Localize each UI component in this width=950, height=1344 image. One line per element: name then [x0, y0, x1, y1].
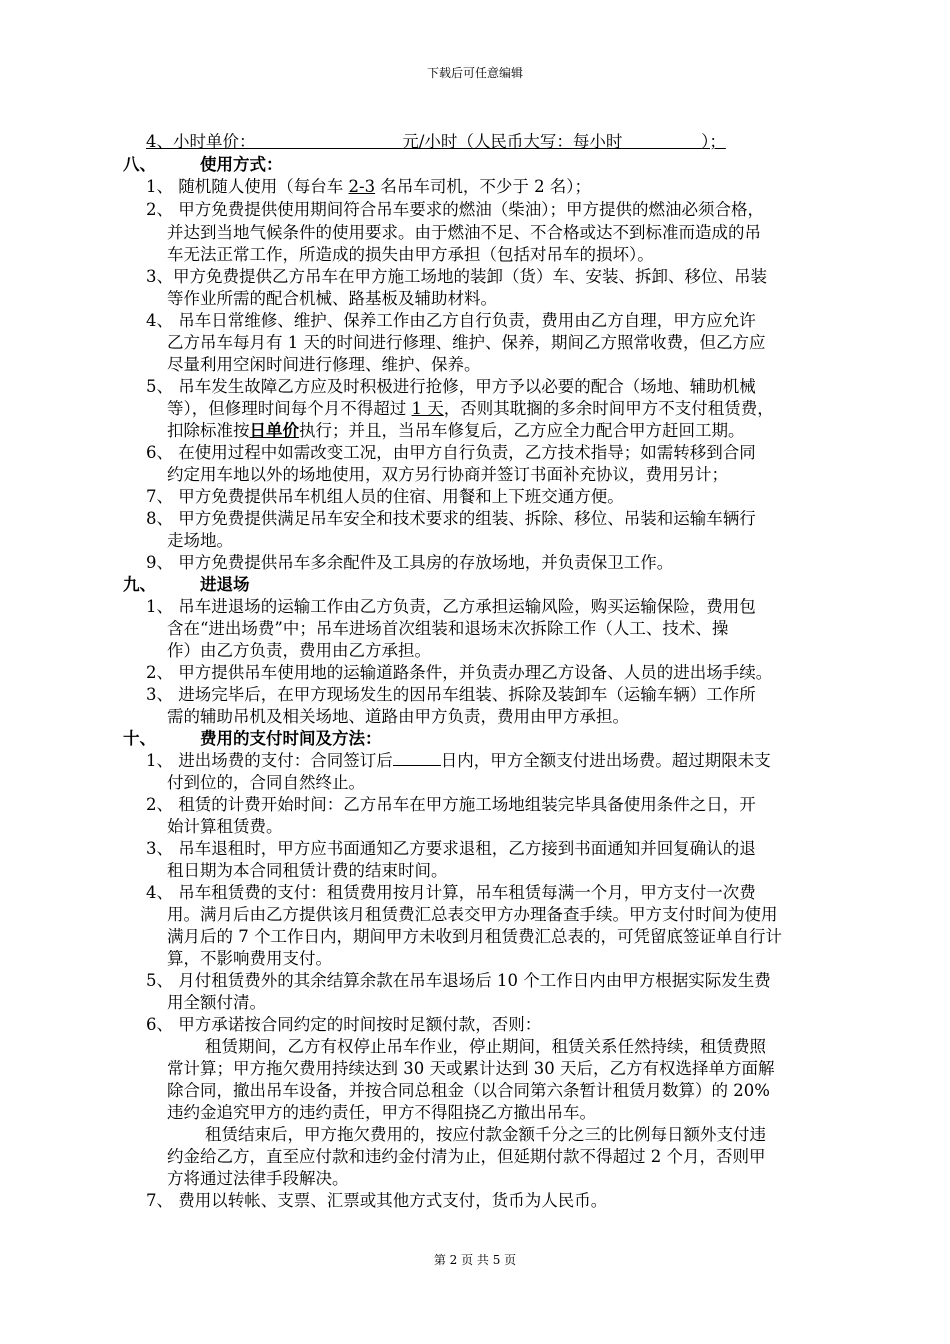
section-10-title: 费用的支付时间及方法：: [200, 729, 382, 748]
s8-item-4-line-2: 乙方吊车每月有 1 天的时间进行修理、维护、保养，期间乙方照常收费，但乙方应: [167, 333, 766, 352]
section-8-title: 使用方式：: [200, 155, 283, 174]
s9-item-1-line-1: 1、 吊车进退场的运输工作由乙方负责，乙方承担运输风险，购买运输保险，费用包: [146, 597, 756, 616]
section-8-number: 八、: [123, 155, 156, 174]
s10-item-4-line-2: 用。满月后由乙方提供该月租赁费汇总表交甲方办理备查手续。甲方支付时间为使用: [167, 905, 778, 924]
section-9-title: 进退场: [200, 575, 250, 594]
section-9-number: 九、: [123, 575, 156, 594]
s8-item-8-line-2: 走场地。: [167, 531, 233, 550]
s8-item-2-line-1: 2、 甲方免费提供使用期间符合吊车要求的燃油（柴油）；甲方提供的燃油必须合格，: [146, 200, 764, 219]
hourly-price-suffix: ）；: [701, 132, 726, 151]
hourly-price-unit: 元/小时（人民币大写：每小时: [402, 132, 623, 151]
s10-item-5-line-1: 5、 月付租赁费外的其余结算余款在吊车退场后 10 个工作日内由甲方根据实际发生费: [146, 971, 771, 990]
hourly-price-blank: [256, 132, 403, 151]
s10-para-1-line-4: 违约金追究甲方的违约责任，甲方不得阻挠乙方撤出吊车。: [167, 1103, 596, 1122]
s10-item-2-line-1: 2、 租赁的计费开始时间：乙方吊车在甲方施工场地组装完毕具备使用条件之日，开: [146, 795, 756, 814]
s8-item-6-line-1: 6、 在使用过程中如需改变工况，由甲方自行负责，乙方技术指导；如需转移到合同: [146, 443, 756, 462]
s8-item-2-line-2: 并达到当地气候条件的使用要求。由于燃油不足、不合格或达不到标准而造成的吊: [167, 223, 761, 242]
s10-item-2-line-2: 始计算租赁费。: [167, 817, 283, 836]
s10-para-1-line-3: 除合同，撤出吊车设备，并按合同总租金（以合同第六条暂计租赁月数算）的 20%: [167, 1081, 770, 1100]
s8-item-3-line-2: 等作业所需的配合机械、路基板及辅助材料。: [167, 289, 497, 308]
s9-item-3-line-2: 需的辅助吊机及相关场地、道路由甲方负责，费用由甲方承担。: [167, 707, 629, 726]
s8-item-4-line-1: 4、 吊车日常维修、维护、保养工作由乙方自行负责，费用由乙方自理，甲方应允许: [146, 311, 756, 330]
s9-item-1-line-2: 含在“进出场费”中；吊车进场首次组装和退场末次拆除工作（人工、技术、操: [167, 619, 729, 638]
s10-para-2-line-1: 租赁结束后，甲方拖欠费用的，按应付款金额千分之三的比例每日额外支付违: [205, 1125, 766, 1144]
s10-para-2-line-2: 约金给乙方，直至应付款和违约金付清为止，但延期付款不得超过 2 个月，否则甲: [167, 1147, 766, 1166]
s8-item-6-line-2: 约定用车地以外的场地使用，双方另行协商并签订书面补充协议，费用另计；: [167, 465, 728, 484]
s10-item-1-line-1: 1、 进出场费的支付：合同签订后 日内，甲方全额支付进出场费。超过期限未支: [146, 751, 771, 770]
s8-item-1: 1、 随机随人使用（每台车 2-3 名吊车司机，不少于 2 名）；: [146, 177, 592, 196]
s10-para-1-line-2: 常计算；甲方拖欠费用持续达到 30 天或累计达到 30 天后，乙方有权选择单方面解: [167, 1059, 775, 1078]
s10-item-3-line-1: 3、 吊车退租时，甲方应书面通知乙方要求退租，乙方接到书面通知并回复确认的退: [146, 839, 756, 858]
hourly-price-label: 4、小时单价：: [146, 132, 256, 151]
s10-item-4-line-1: 4、 吊车租赁费的支付：租赁费用按月计算，吊车租赁每满一个月，甲方支付一次费: [146, 883, 756, 902]
s8-item-3-line-1: 3、甲方免费提供乙方吊车在甲方施工场地的装卸（货）车、安装、拆卸、移位、吊装: [146, 267, 767, 286]
s9-item-1-line-3: 作）由乙方负责，费用由乙方承担。: [167, 641, 431, 660]
s10-item-3-line-2: 租日期为本合同租赁计费的结束时间。: [167, 861, 448, 880]
days-blank: [393, 750, 441, 766]
s8-item-2-line-3: 车无法正常工作，所造成的损失由甲方承担（包括对吊车的损坏）。: [167, 245, 654, 264]
hourly-price-uppercase-blank: [622, 132, 701, 151]
s8-item-8-line-1: 8、 甲方免费提供满足吊车安全和技术要求的组装、拆除、移位、吊装和运输车辆行: [146, 509, 756, 528]
s8-item-5-line-3: 扣除标准按日单价执行；并且，当吊车修复后，乙方应全力配合甲方赶回工期。: [167, 421, 745, 440]
s10-para-2-line-3: 方将通过法律手段解决。: [167, 1169, 349, 1188]
section-10-number: 十、: [123, 729, 156, 748]
s8-item-7: 7、 甲方免费提供吊车机组人员的住宿、用餐和上下班交通方便。: [146, 487, 624, 506]
page-footer: 第 2 页 共 5 页: [433, 1253, 517, 1267]
hourly-price-line: [146, 131, 726, 153]
s10-item-1-line-2: 付到位的，合同自然终止。: [167, 773, 365, 792]
s8-item-9: 9、 甲方免费提供吊车多余配件及工具房的存放场地，并负责保卫工作。: [146, 553, 674, 572]
s10-item-4-line-3: 满月后的 7 个工作日内，期间甲方未收到月租赁费汇总表的，可凭留底签证单自行计: [167, 927, 782, 946]
s10-item-5-line-2: 用全额付清。: [167, 993, 266, 1012]
s10-item-4-line-4: 算，不影响费用支付。: [167, 949, 332, 968]
s9-item-2: 2、 甲方提供吊车使用地的运输道路条件，并负责办理乙方设备、人员的进出场手续。: [146, 663, 773, 682]
section-8-heading: [123, 154, 283, 176]
section-9-heading: [123, 574, 250, 596]
s10-para-1-line-1: 租赁期间，乙方有权停止吊车作业，停止期间，租赁关系任然持续，租赁费照: [205, 1037, 766, 1056]
page-header: 下载后可任意编辑: [426, 66, 523, 80]
s8-item-4-line-3: 尽量利用空闲时间进行修理、维护、保养。: [167, 355, 481, 374]
s8-item-5-line-2: 等），但修理时间每个月不得超过 1 天，否则其耽搁的多余时间甲方不支付租赁费，: [167, 399, 774, 418]
s10-item-7: 7、 费用以转帐、支票、汇票或其他方式支付，货币为人民币。: [146, 1191, 608, 1210]
s8-item-5-line-1: 5、 吊车发生故障乙方应及时积极进行抢修，甲方予以必要的配合（场地、辅助机械: [146, 377, 756, 396]
s9-item-3-line-1: 3、 进场完毕后，在甲方现场发生的因吊车组装、拆除及装卸车（运输车辆）工作所: [146, 685, 756, 704]
s10-item-6: 6、 甲方承诺按合同约定的时间按时足额付款，否则：: [146, 1015, 542, 1034]
section-10-heading: [123, 728, 382, 750]
